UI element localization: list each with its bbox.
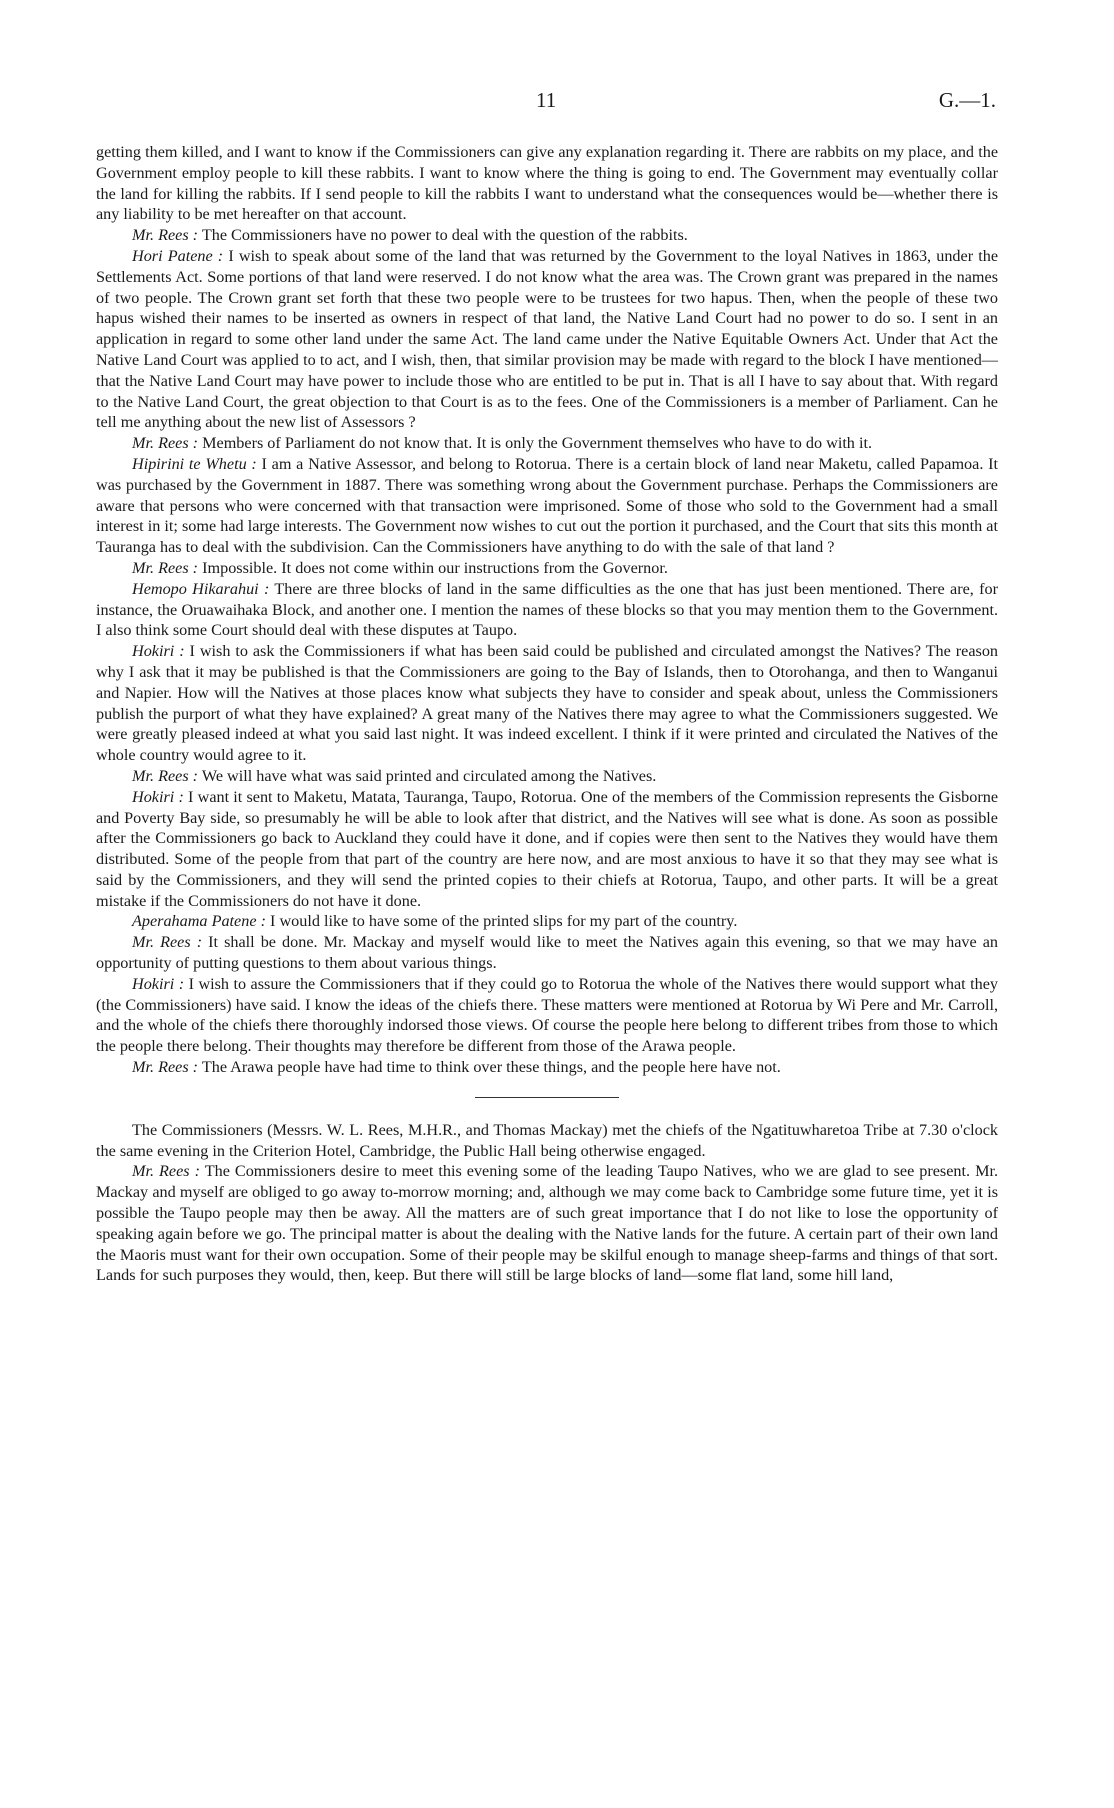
body-text [96, 142, 998, 1286]
paragraph-text: There are three blocks of land in the same difficulties as the one that has just been mentioned. There are, for instance, the Oruawaihaka Block, and another one. I mention the names of these blocks so that you may mention them to the Government. I also think some Court should deal with these disputes at Taupo. [96, 579, 998, 640]
speaker-name: Hokiri : [132, 787, 184, 806]
speaker-name: Hori Patene : [132, 246, 224, 265]
paragraph-text: I would like to have some of the printed slips for my part of the country. [265, 912, 738, 931]
paragraph [96, 766, 998, 787]
speaker-name: Aperahama Patene : [132, 912, 266, 931]
paragraph-text: I am a Native Assessor, and belong to Rotorua. There is a certain block of land near Maketu, called Papamoa. It was purchased by the Government in 1887. There was something wrong about the Government purchase. Perhaps the Commissioners are aware that persons who were concerned with that transaction were imprisoned. Some of those who sold to the Government had a small interest in it; some had large interests. The Government now wishes to cut out the portion it purchased, and the Court that sits this month at Tauranga has to deal with the subdivision. Can the Commissioners have anything to do with the sale of that land ? [96, 454, 999, 557]
speaker-name: Hokiri : [132, 974, 185, 993]
speaker-name: Hemopo Hikarahui : [132, 579, 270, 598]
proceedings-evening-meeting [96, 1120, 998, 1286]
paragraph-text: The Commissioners have no power to deal with the question of the rabbits. [198, 226, 688, 245]
speaker-name: Hipirini te Whetu : [132, 454, 257, 473]
paragraph [96, 787, 998, 912]
speaker-name: Mr. Rees : [132, 766, 199, 785]
paragraph-text: I wish to ask the Commissioners if what has been said could be published and circulated amongst the Natives? The reason why I ask that it may be published is that the Commissioners are going to the Bay of Islands, then to Otorohanga, and then to Wanganui and Napier. How will the Natives at those places know what subjects they have to consider and speak about, unless the Commissioners publish the purport of what they have explained? A great many of the Natives there may agree to what the Commissioners suggested. We were greatly pleased indeed at what you said last night. It was indeed excellent. I think if it were printed and circulated the Natives of the whole country would agree to it. [96, 642, 999, 765]
paragraph [96, 641, 998, 766]
speaker-name: Mr. Rees : [132, 1058, 199, 1077]
paragraph [96, 1161, 998, 1286]
speaker-name: Mr. Rees : [132, 558, 199, 577]
section-divider [475, 1097, 619, 1098]
paragraph-text: The Commissioners (Messrs. W. L. Rees, M.H.R., and Thomas Mackay) met the chiefs of the Ngatituwharetoa Tribe at 7.30 o'clock the same evening in the Criterion Hotel, Cambridge, the Public Hall being otherwise engaged. [96, 1120, 998, 1160]
paragraph [96, 225, 998, 246]
paragraph [96, 974, 998, 1057]
speaker-name: Hokiri : [132, 642, 185, 661]
paragraph [96, 454, 998, 558]
paragraph [96, 1120, 998, 1162]
speaker-name: Mr. Rees : [132, 933, 203, 952]
paragraph-text: I wish to assure the Commissioners that if they could go to Rotorua the whole of the Natives there would support what they (the Commissioners) have said. I know the ideas of the chiefs there. These matters were mentioned at Rotorua by Wi Pere and Mr. Carroll, and the whole of the chiefs there thoroughly indorsed those views. Of course the people here belong to different tribes from those to which the people there belong. Their thoughts may therefore be different from those of the Arawa people. [96, 974, 998, 1056]
paragraph-text: Impossible. It does not come within our instructions from the Governor. [198, 558, 668, 577]
paragraph [96, 579, 998, 641]
series-code: G.—1. [938, 88, 996, 112]
paragraph-text: Members of Parliament do not know that. It is only the Government themselves who have to do with it. [198, 434, 872, 453]
paragraph [96, 558, 998, 579]
paragraph [96, 932, 998, 974]
speaker-name: Mr. Rees : [132, 226, 199, 245]
proceedings-before-break [96, 142, 998, 1078]
paragraph-text: We will have what was said printed and circulated among the Natives. [198, 766, 657, 785]
paragraph [96, 246, 998, 433]
paragraph-text: It shall be done. Mr. Mackay and myself would like to meet the Natives again this evening, so that we may have an opportunity of putting questions to them about various things. [96, 933, 999, 973]
page-header [96, 88, 996, 118]
speaker-name: Mr. Rees : [132, 434, 199, 453]
speaker-name: Mr. Rees : [132, 1162, 201, 1181]
paragraph [96, 911, 998, 932]
paragraph-text: I want it sent to Maketu, Matata, Tauranga, Taupo, Rotorua. One of the members of the Commission represents the Gisborne and Poverty Bay side, so presumably he will be able to look after that district, and the Natives will see what is done. As soon as possible after the Commissioners go back to Auckland they could have it done, and if copies were then sent to the Natives they would have them distributed. Some of the people from that part of the country are here now, and are most anxious to have it so that they may see what is said by the Commissioners, and they will send the printed copies to their chiefs at Rotorua, Taupo, and other parts. It will be a great mistake if the Commissioners do not have it done. [96, 787, 999, 910]
paragraph-text: I wish to speak about some of the land that was returned by the Government to the loyal Natives in 1863, under the Settlements Act. Some portions of that land were reserved. I do not know what the area was. The Crown grant was prepared in the names of two people. The Crown grant set forth that these two people were to be trustees for two hapus. Then, when the people of these two hapus wished their names to be inserted as owners in respect of that land, the Native Land Court had no power to do so. I sent in an application in regard to some other land under the same Act. The land came under the Native Equitable Owners Act. Under that Act the Native Land Court was applied to to act, and I wish, then, that similar provision may be made with regard to the block I have mentioned—that the Native Land Court may have power to include those who are entitled to be put in. That is all I have to say about that. With regard to the Native Land Court, the great objection to that Court is as to the fees. One of the Commissioners is a member of Parliament. Can he tell me anything about the new list of Assessors ? [96, 246, 998, 432]
paragraph [96, 433, 998, 454]
paragraph [96, 142, 998, 225]
paragraph-text: getting them killed, and I want to know if the Commissioners can give any explanation regarding it. There are rabbits on my place, and the Government employ people to kill these rabbits. I want to know where the thing is going to end. The Government may eventually collar the land for killing the rabbits. If I send people to kill the rabbits I want to understand what the consequences would be—whether there is any liability to be met hereafter on that account. [96, 143, 998, 224]
paragraph [96, 1057, 998, 1078]
paragraph-text: The Commissioners desire to meet this evening some of the leading Taupo Natives, who we are glad to see present. Mr. Mackay and myself are obliged to go away to-morrow morning; and, although we may come back to Cambridge some future time, yet it is possible the Taupo people may then be away. All the matters are of such great importance that I do not like to lose the opportunity of speaking again before we go. The principal matter is about the dealing with the Native lands for the future. A certain part of their own land the Maoris must want for their own occupation. Some of their people may be skilful enough to manage sheep-farms and things of that sort. Lands for such purposes they would, then, keep. But there will still be large blocks of land—some flat land, some hill land, [96, 1162, 999, 1285]
page-number: 11 [536, 88, 557, 112]
paragraph-text: The Arawa people have had time to think over these things, and the people here have not. [198, 1058, 781, 1077]
